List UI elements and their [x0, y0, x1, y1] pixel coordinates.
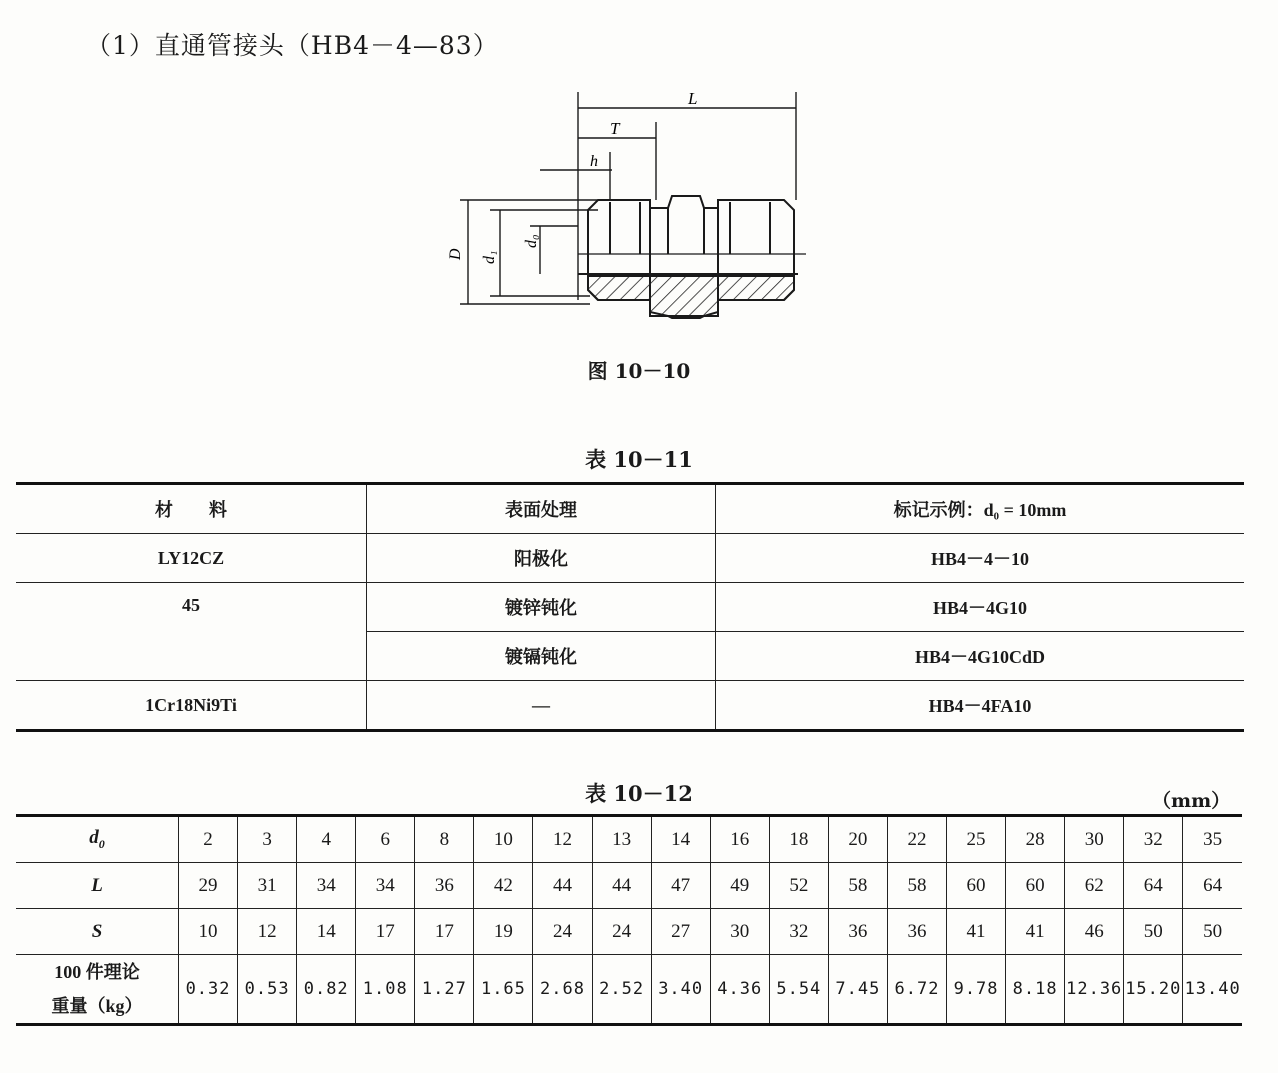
cell-weight-4: 1.27 [415, 955, 474, 1025]
header-marking-example: 标记示例：d₀ = 10mm [716, 484, 1245, 534]
cell-L-4: 36 [415, 863, 474, 909]
cell-weight-5: 1.65 [474, 955, 533, 1025]
row-d0 [16, 816, 1242, 863]
label-T: T [610, 119, 620, 138]
cell-L-0: 29 [179, 863, 238, 909]
cell-d0-11: 20 [828, 816, 887, 863]
cell-d0-0: 2 [179, 816, 238, 863]
cell-L-12: 58 [887, 863, 946, 909]
row-L [16, 863, 1242, 909]
cell-L-5: 42 [474, 863, 533, 909]
cell-L-8: 47 [651, 863, 710, 909]
cell-weight-13: 9.78 [947, 955, 1006, 1025]
cell-d0-6: 12 [533, 816, 592, 863]
cell-d0-9: 16 [710, 816, 769, 863]
table-row [16, 681, 1244, 731]
cell-S-11: 36 [828, 909, 887, 955]
header-surface-treatment: 表面处理 [367, 484, 716, 534]
cell-d0-3: 6 [356, 816, 415, 863]
cell-d0-12: 22 [887, 816, 946, 863]
cell-weight-14: 8.18 [1006, 955, 1065, 1025]
cell-S-13: 41 [947, 909, 1006, 955]
row-weight [16, 955, 1242, 1025]
cell-weight-0: 0.32 [179, 955, 238, 1025]
cell-S-1: 12 [238, 909, 297, 955]
section-title: （1）直通管接头（HB4－4—83） [86, 31, 499, 60]
label-d1: d₁ [481, 250, 498, 264]
straight-pipe-fitting-drawing [430, 84, 830, 334]
label-h: h [590, 153, 598, 170]
cell-L-15: 62 [1065, 863, 1124, 909]
dimension-lines [460, 92, 796, 304]
cell-L-10: 52 [769, 863, 828, 909]
cell-d0-7: 13 [592, 816, 651, 863]
header-material: 材 料 [16, 484, 367, 534]
cell-treatment: — [367, 681, 716, 731]
table-row [16, 534, 1244, 583]
cell-weight-17: 13.40 [1183, 955, 1242, 1025]
cell-L-1: 31 [238, 863, 297, 909]
cell-S-14: 41 [1006, 909, 1065, 955]
figure-caption: 图 10－10 [587, 359, 691, 383]
row-label-weight: 100 件理论 重量（kg） [16, 955, 179, 1025]
cell-S-10: 32 [769, 909, 828, 955]
cell-example: HB4－4G10CdD [716, 632, 1245, 681]
cell-treatment: 镀锌钝化 [367, 583, 716, 632]
cell-weight-9: 4.36 [710, 955, 769, 1025]
row-label-L: L [16, 863, 179, 909]
table-10-12 [16, 814, 1242, 1026]
cell-d0-16: 32 [1124, 816, 1183, 863]
cell-d0-15: 30 [1065, 816, 1124, 863]
cell-weight-7: 2.52 [592, 955, 651, 1025]
cell-example: HB4－4－10 [716, 534, 1245, 583]
cell-d0-13: 25 [947, 816, 1006, 863]
table-12-unit: （mm） [1152, 790, 1231, 812]
cell-S-2: 14 [297, 909, 356, 955]
cell-d0-5: 10 [474, 816, 533, 863]
cell-L-3: 34 [356, 863, 415, 909]
cell-weight-10: 5.54 [769, 955, 828, 1025]
cell-S-16: 50 [1124, 909, 1183, 955]
cell-d0-14: 28 [1006, 816, 1065, 863]
cell-d0-1: 3 [238, 816, 297, 863]
cell-d0-17: 35 [1183, 816, 1242, 863]
cell-example: HB4－4G10 [716, 583, 1245, 632]
cell-L-2: 34 [297, 863, 356, 909]
cell-d0-4: 8 [415, 816, 474, 863]
section-hatch [588, 276, 794, 316]
cell-L-7: 44 [592, 863, 651, 909]
label-d0: d₀ [523, 234, 540, 248]
cell-weight-15: 12.36 [1065, 955, 1124, 1025]
label-D: D [447, 248, 464, 260]
cell-treatment: 阳极化 [367, 534, 716, 583]
cell-material: LY12CZ [16, 534, 367, 583]
cell-weight-3: 1.08 [356, 955, 415, 1025]
cell-S-7: 24 [592, 909, 651, 955]
cell-weight-2: 0.82 [297, 955, 356, 1025]
cell-weight-12: 6.72 [887, 955, 946, 1025]
table-row [16, 583, 1244, 632]
cell-S-3: 17 [356, 909, 415, 955]
cell-weight-6: 2.68 [533, 955, 592, 1025]
table-11-caption: 表 10－11 [585, 447, 693, 472]
cell-d0-8: 14 [651, 816, 710, 863]
cell-S-0: 10 [179, 909, 238, 955]
cell-S-12: 36 [887, 909, 946, 955]
cell-L-14: 60 [1006, 863, 1065, 909]
cell-S-17: 50 [1183, 909, 1242, 955]
cell-S-9: 30 [710, 909, 769, 955]
cell-S-6: 24 [533, 909, 592, 955]
cell-L-17: 64 [1183, 863, 1242, 909]
cell-S-8: 27 [651, 909, 710, 955]
cell-L-16: 64 [1124, 863, 1183, 909]
table-header-row [16, 484, 1244, 534]
cell-example: HB4－4FA10 [716, 681, 1245, 731]
cell-material: 1Cr18Ni9Ti [16, 681, 367, 731]
cell-L-9: 49 [710, 863, 769, 909]
cell-S-5: 19 [474, 909, 533, 955]
table-10-11 [16, 482, 1244, 732]
label-L: L [688, 89, 698, 108]
cell-S-4: 17 [415, 909, 474, 955]
row-label-d0: $d_0$ [16, 816, 179, 863]
row-S [16, 909, 1242, 955]
cell-weight-11: 7.45 [828, 955, 887, 1025]
cell-weight-8: 3.40 [651, 955, 710, 1025]
cell-d0-10: 18 [769, 816, 828, 863]
cell-weight-1: 0.53 [238, 955, 297, 1025]
cell-material: 45 [16, 583, 367, 681]
cell-L-13: 60 [947, 863, 1006, 909]
cell-S-15: 46 [1065, 909, 1124, 955]
cell-L-11: 58 [828, 863, 887, 909]
cell-treatment: 镀镉钝化 [367, 632, 716, 681]
cell-weight-16: 15.20 [1124, 955, 1183, 1025]
cell-L-6: 44 [533, 863, 592, 909]
cell-d0-2: 4 [297, 816, 356, 863]
row-label-S: S [16, 909, 179, 955]
table-12-caption: 表 10－12 [585, 781, 693, 806]
